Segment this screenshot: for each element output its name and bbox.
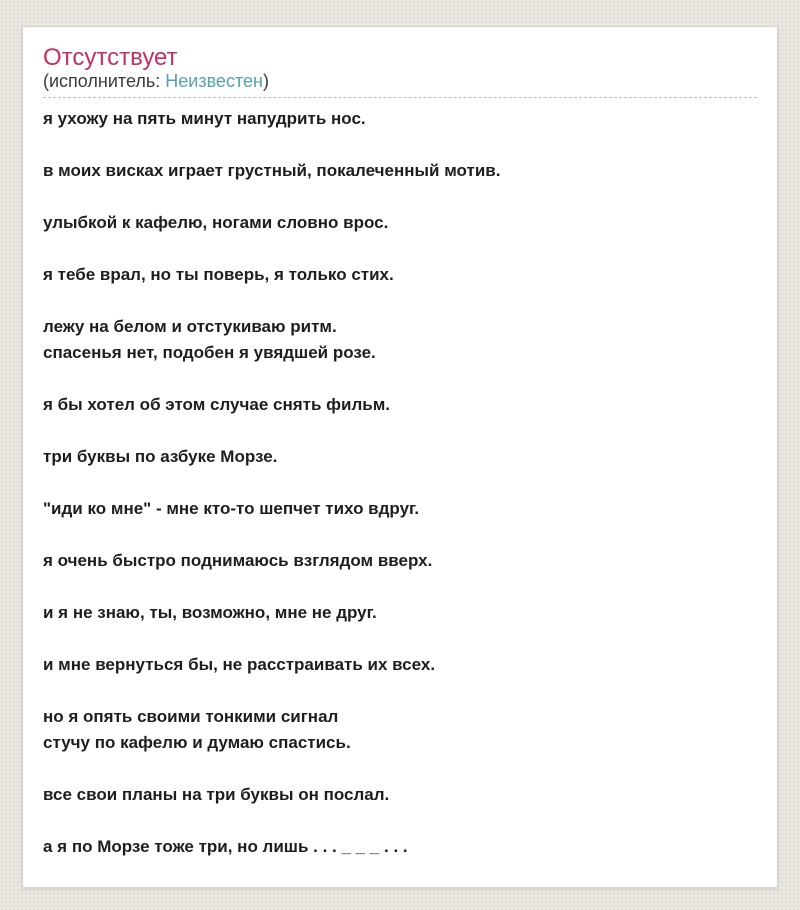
lyric-line xyxy=(43,184,757,210)
lyric-line: лежу на белом и отстукиваю ритм. xyxy=(43,317,337,336)
lyric-line: все свои планы на три буквы он послал. xyxy=(43,785,390,804)
lyric-line: "иди ко мне" - мне кто-то шепчет тихо вдруг. xyxy=(43,499,420,518)
lyric-line xyxy=(43,756,757,782)
song-title: Отсутствует xyxy=(43,44,178,71)
lyric-line: три буквы по азбуке Морзе. xyxy=(43,447,278,466)
lyric-line xyxy=(43,626,757,652)
lyric-line: в моих висках играет грустный, покалеченный мотив. xyxy=(43,161,501,180)
lyric-line: стучу по кафелю и думаю спастись. xyxy=(43,733,351,752)
lyric-line xyxy=(43,470,757,496)
artist-label-prefix: (исполнитель: xyxy=(43,71,166,91)
lyric-line: я бы хотел об этом случае снять фильм. xyxy=(43,395,391,414)
lyric-line xyxy=(43,418,757,444)
lyric-line: улыбкой к кафелю, ногами словно врос. xyxy=(43,213,389,232)
lyric-line: и я не знаю, ты, возможно, мне не друг. xyxy=(43,603,377,622)
lyric-line xyxy=(43,288,757,314)
lyric-line: и мне вернуться бы, не расстраивать их всех. xyxy=(43,655,436,674)
lyric-line xyxy=(43,678,757,704)
lyric-line xyxy=(43,366,757,392)
lyrics-card xyxy=(22,26,778,888)
artist-link[interactable]: Неизвестен xyxy=(165,71,263,91)
lyric-line: я ухожу на пять минут напудрить нос. xyxy=(43,109,366,128)
lyric-line xyxy=(43,522,757,548)
lyric-line: но я опять своими тонкими сигнал xyxy=(43,707,339,726)
artist-label-suffix: ) xyxy=(262,71,269,91)
lyrics-text xyxy=(43,98,757,860)
lyric-line xyxy=(43,808,757,834)
lyric-line: я тебе врал, но ты поверь, я только стих. xyxy=(43,265,394,284)
lyric-line xyxy=(43,574,757,600)
artist-line xyxy=(43,71,757,98)
lyric-line: спасенья нет, подобен я увядшей розе. xyxy=(43,343,376,362)
lyric-line: а я по Морзе тоже три, но лишь . . . _ _ _ . . . xyxy=(43,837,408,856)
lyric-line: я очень быстро поднимаюсь взглядом вверх. xyxy=(43,551,433,570)
lyric-line xyxy=(43,132,757,158)
lyric-line xyxy=(43,236,757,262)
